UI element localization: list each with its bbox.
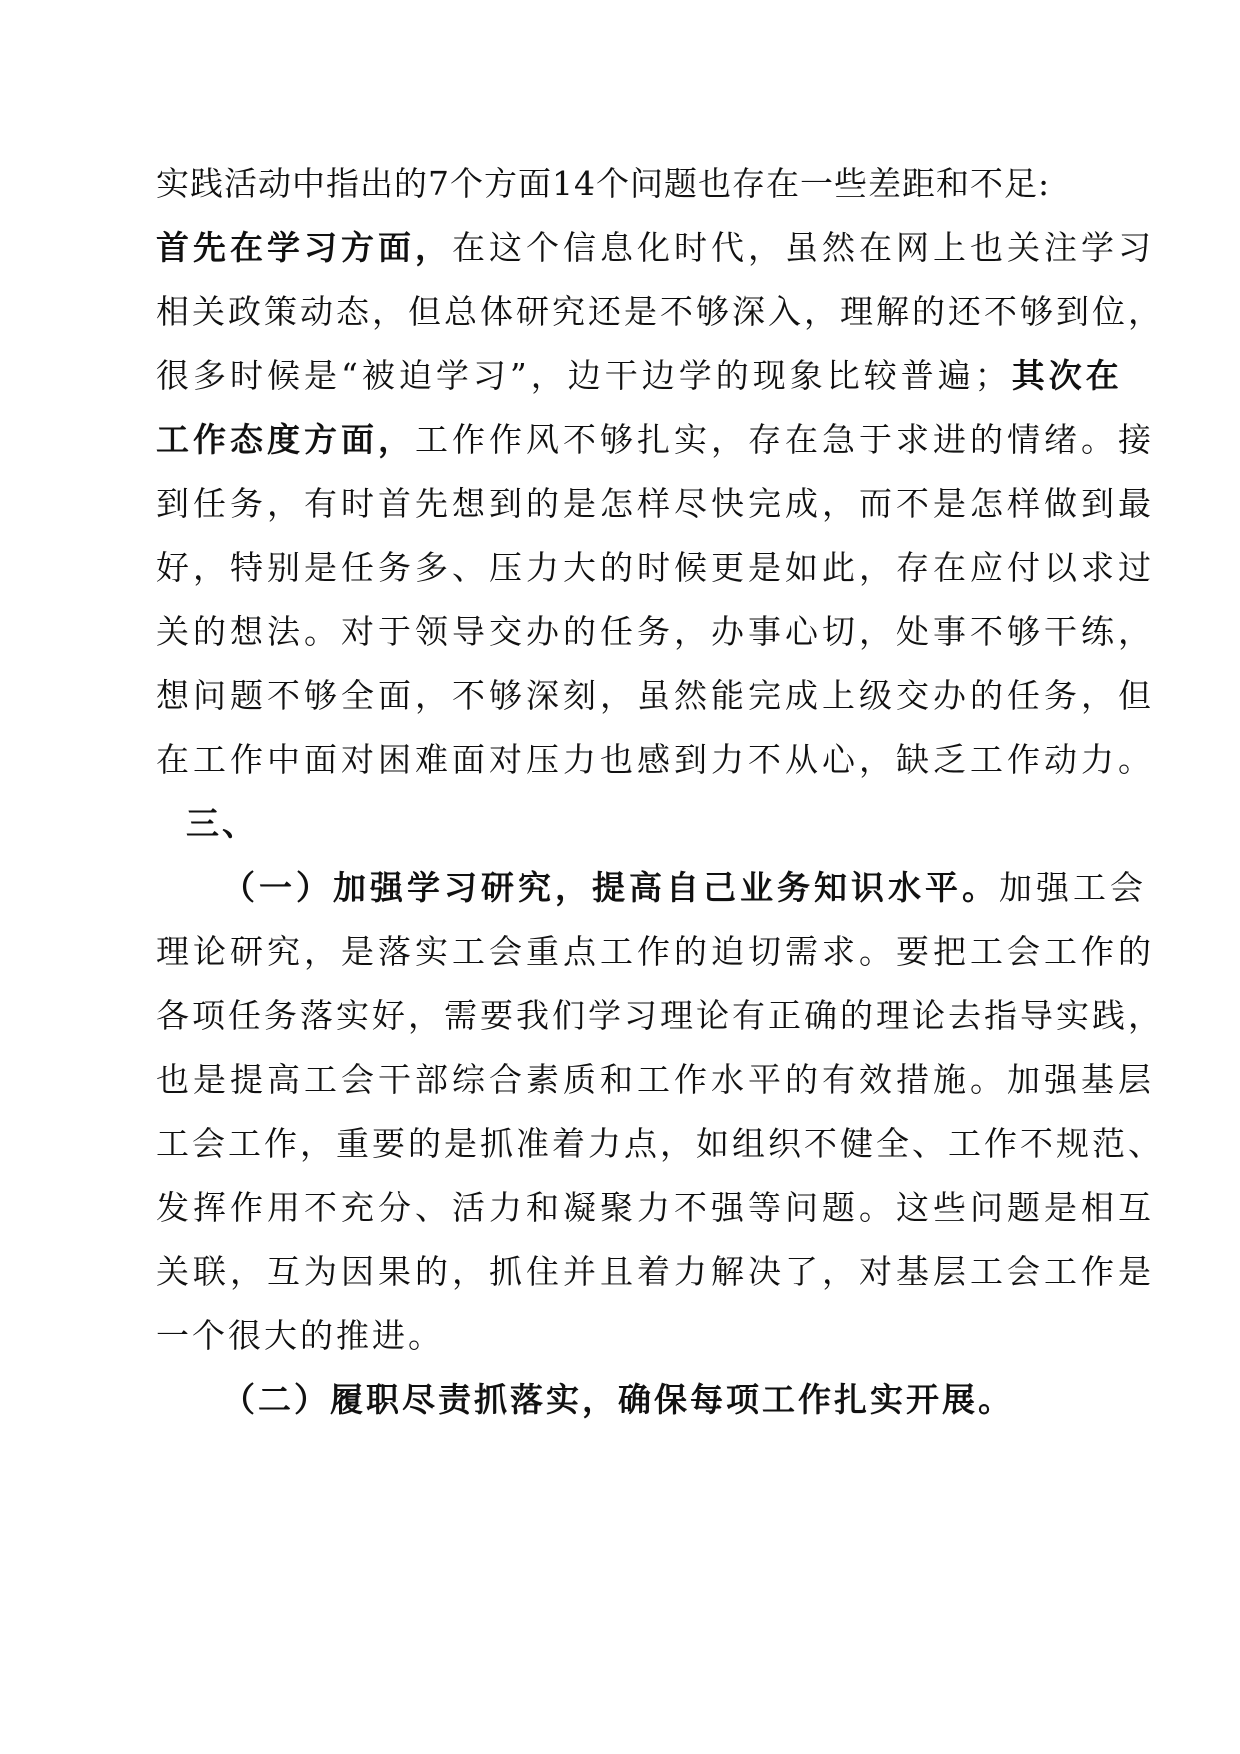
body-text: 关联，互为因果的，抓住并且着力解决了，对基层工会工作是 (156, 1252, 1155, 1291)
body-text: 也是提高工会干部综合素质和工作水平的有效措施。加强基层 (156, 1060, 1155, 1099)
paragraph-line (156, 1186, 1155, 1230)
body-text: 在工作中面对困难面对压力也感到力不从心，缺乏工作动力。 (156, 740, 1155, 779)
paragraph-line (156, 482, 1155, 526)
body-text: 关的想法。对于领导交办的任务，办事心切，处事不够干练， (156, 612, 1155, 651)
bold-lead-in: 其次在 (1011, 356, 1123, 395)
body-text: 相关政策动态，但总体研究还是不够深入，理解的还不够到位， (156, 292, 1164, 331)
body-text: 工会工作，重要的是抓准着力点，如组织不健全、工作不规范、 (156, 1124, 1164, 1163)
paragraph-line (156, 610, 1155, 654)
section-heading (186, 802, 258, 846)
body-text: 想问题不够全面，不够深刻，虽然能完成上级交办的任务，但 (156, 676, 1155, 715)
paragraph-line (222, 866, 1147, 910)
item-heading: （二）履职尽责抓落实，确保每项工作扎实开展。 (222, 1380, 1014, 1419)
body-text: 各项任务落实好，需要我们学习理论有正确的理论去指导实践， (156, 996, 1164, 1035)
paragraph-line (222, 1378, 1014, 1422)
paragraph-line (156, 1122, 1164, 1166)
body-text: 工作作风不够扎实，存在急于求进的情绪。接 (415, 420, 1155, 459)
body-text: 很多时候是“被迫学习”，边干边学的现象比较普遍； (156, 356, 1012, 395)
body-text: 理论研究，是落实工会重点工作的迫切需求。要把工会工作的 (156, 932, 1155, 971)
body-text: 一个很大的推进。 (156, 1316, 444, 1355)
paragraph-line (156, 290, 1164, 334)
paragraph-line (156, 1314, 444, 1358)
body-text: 加强工会 (999, 868, 1147, 907)
paragraph-line (156, 162, 1050, 206)
paragraph-line (156, 994, 1164, 1038)
body-text: 到任务，有时首先想到的是怎样尽快完成，而不是怎样做到最 (156, 484, 1155, 523)
body-text: 好，特别是任务多、压力大的时候更是如此，存在应付以求过 (156, 548, 1155, 587)
paragraph-line (156, 418, 1155, 462)
body-text: 在这个信息化时代，虽然在网上也关注学习 (452, 228, 1155, 267)
paragraph-line (156, 546, 1155, 590)
paragraph-line (156, 226, 1155, 270)
paragraph-line (156, 1250, 1155, 1294)
paragraph-line (156, 354, 1123, 398)
body-text: 发挥作用不充分、活力和凝聚力不强等问题。这些问题是相互 (156, 1188, 1155, 1227)
bold-lead-in: 首先在学习方面， (156, 228, 452, 267)
item-heading: （一）加强学习研究，提高自己业务知识水平。 (222, 868, 999, 907)
body-text: 实践活动中指出的7个方面14个问题也存在一些差距和不足: (156, 164, 1051, 203)
paragraph-line (156, 738, 1155, 782)
paragraph-line (156, 930, 1155, 974)
bold-lead-in: 工作态度方面， (156, 420, 415, 459)
paragraph-line (156, 1058, 1155, 1102)
section-number: 三、 (186, 804, 258, 843)
paragraph-line (156, 674, 1155, 718)
